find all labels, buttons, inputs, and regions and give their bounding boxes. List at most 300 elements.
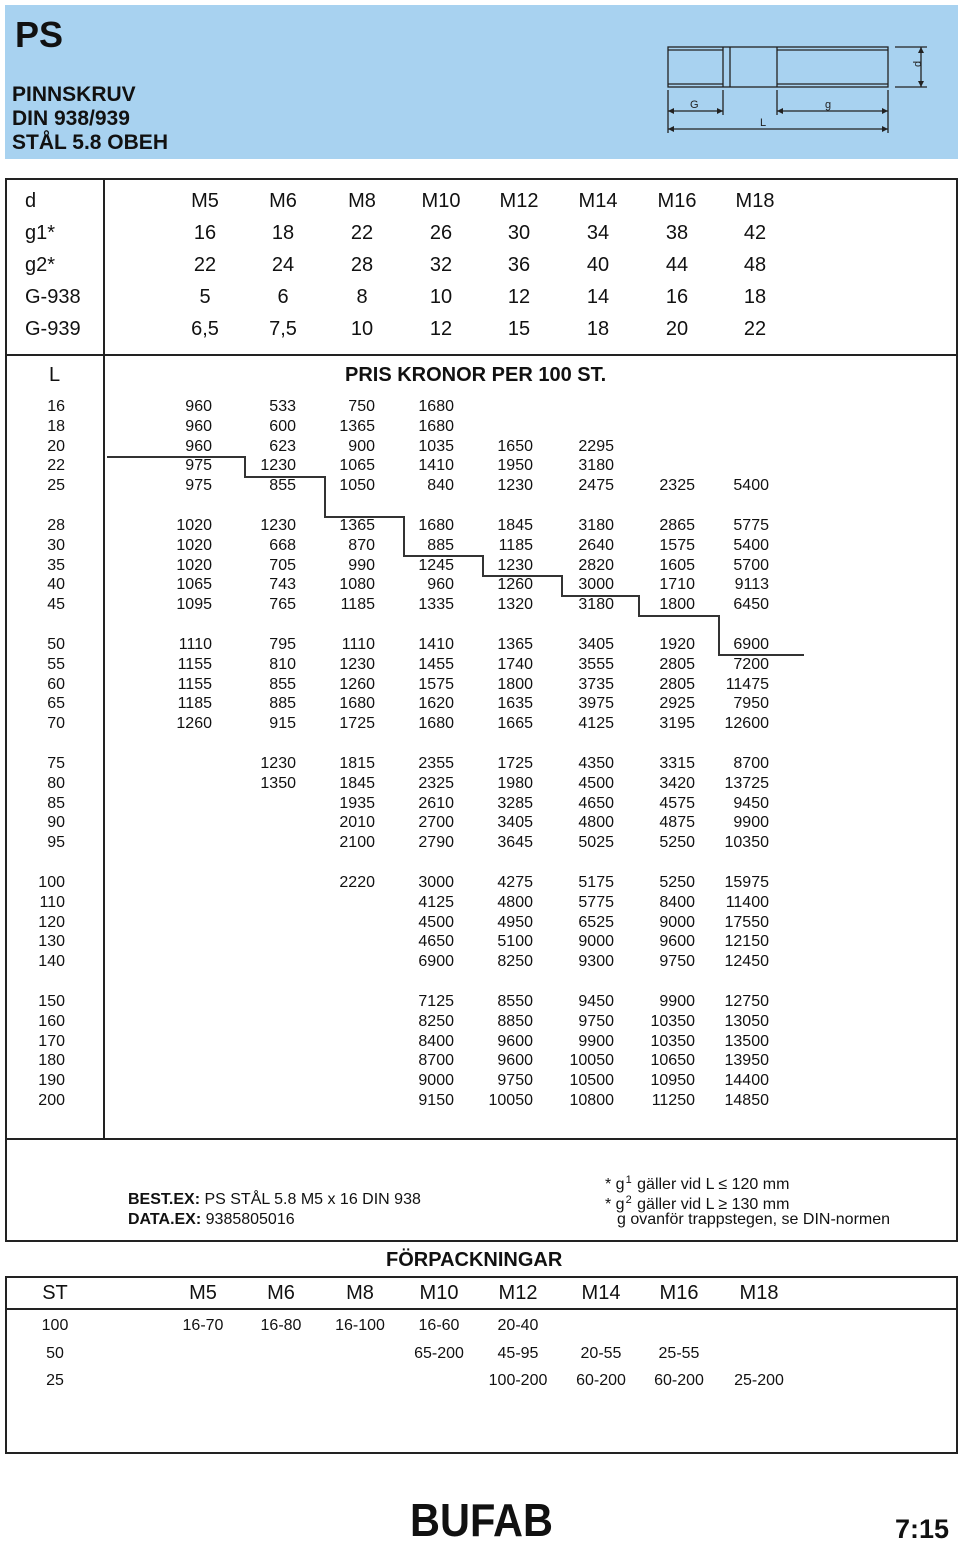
price-cell: 8550: [497, 993, 533, 1010]
price-cell: 1020: [176, 517, 212, 534]
diagram-label-L: L: [760, 117, 767, 129]
price-row: [7, 575, 956, 595]
price-cell: 9300: [578, 953, 614, 971]
price-cell: 9450: [578, 993, 614, 1010]
price-cell: 5250: [659, 874, 695, 891]
price-cell: 3405: [497, 814, 533, 832]
price-cell: 12150: [724, 933, 769, 951]
price-cell: 3180: [578, 596, 614, 614]
dimension-cell: M16: [657, 190, 697, 212]
price-row: [7, 714, 956, 734]
price-cell: 11475: [725, 675, 769, 693]
price-cell: 5775: [733, 517, 769, 534]
note-din: g ovanför trappstegen, se DIN-normen: [617, 1211, 891, 1228]
price-cell: 960: [185, 398, 212, 415]
price-cell: 17550: [724, 913, 769, 931]
price-cell: 14400: [724, 1072, 769, 1090]
price-row: [7, 456, 956, 476]
price-cell: 3180: [578, 517, 614, 534]
price-cell: 9113: [734, 576, 769, 594]
length-column-header: L: [49, 364, 61, 386]
price-cell: 1365: [497, 636, 533, 653]
packaging-cell: 60-200: [576, 1372, 626, 1389]
packaging-cell: 25: [46, 1372, 64, 1389]
price-table: [5, 354, 958, 1140]
price-cell: 1665: [497, 715, 533, 733]
price-row: [7, 952, 956, 972]
price-cell: 900: [348, 437, 375, 455]
price-cell: 3735: [578, 675, 614, 693]
price-cell: 9600: [659, 933, 695, 951]
length-cell: 180: [38, 1052, 65, 1070]
price-cell: 855: [269, 675, 296, 693]
price-row: [7, 694, 956, 714]
dimension-cell: M18: [735, 190, 775, 212]
length-cell: 16: [47, 398, 65, 415]
dimension-cell: 32: [429, 254, 453, 276]
price-cell: 13725: [724, 774, 769, 792]
dimension-cell: 16: [193, 222, 217, 244]
price-cell: 5100: [497, 933, 533, 951]
price-cell: 1155: [177, 655, 212, 673]
price-cell: 915: [269, 715, 296, 733]
length-cell: 30: [47, 536, 65, 554]
price-cell: 1725: [339, 715, 375, 733]
price-cell: 960: [427, 576, 454, 594]
length-cell: 70: [47, 715, 65, 733]
price-cell: 1350: [260, 774, 296, 792]
data-example: DATA.EX: 9385805016: [128, 1211, 295, 1228]
length-cell: 55: [47, 655, 65, 673]
dimension-cell: 28: [350, 254, 374, 276]
length-cell: 170: [38, 1032, 65, 1050]
price-cell: 1110: [341, 636, 375, 653]
price-cell: 15975: [724, 874, 769, 891]
dimension-row: [7, 217, 956, 249]
dimension-row: [7, 185, 956, 217]
price-cell: 6900: [418, 953, 454, 971]
price-row: [7, 516, 956, 536]
packaging-cell: 60-200: [654, 1372, 704, 1389]
price-cell: 2805: [659, 655, 695, 673]
price-row: [7, 774, 956, 794]
example-box: [5, 1138, 958, 1242]
price-cell: 8700: [418, 1052, 454, 1070]
price-cell: 10050: [488, 1092, 533, 1109]
price-cell: 885: [427, 536, 454, 554]
price-cell: 1575: [418, 675, 454, 693]
packaging-row: [7, 1314, 956, 1338]
price-cell: 750: [348, 398, 375, 415]
length-cell: 100: [38, 874, 65, 891]
price-cell: 1575: [659, 536, 695, 554]
price-cell: 12750: [724, 993, 769, 1010]
price-cell: 11400: [725, 893, 769, 911]
price-cell: 11250: [651, 1092, 695, 1109]
price-cell: 12450: [724, 953, 769, 971]
price-cell: 2325: [659, 477, 695, 495]
price-cell: 4125: [578, 715, 614, 733]
price-cell: 12600: [724, 715, 769, 733]
dimension-row: [7, 249, 956, 281]
price-row: [7, 556, 956, 576]
diagram-label-G: G: [690, 99, 699, 111]
price-cell: 1605: [659, 556, 695, 574]
price-cell: 1185: [177, 695, 212, 713]
dimension-label: d: [25, 190, 37, 212]
price-row: [7, 833, 956, 853]
note-g2: * $g^2$ gäller vid L ≥ 130 mm: [605, 1194, 790, 1213]
price-cell: 3180: [578, 457, 614, 475]
dimension-cell: 10: [350, 318, 374, 340]
dimension-cell: 12: [429, 318, 453, 340]
dimension-cell: 14: [586, 286, 610, 308]
length-cell: 140: [38, 953, 65, 971]
dimension-cell: 6: [277, 286, 289, 308]
packaging-cell: 25-200: [734, 1372, 784, 1389]
price-cell: 2640: [578, 536, 614, 554]
note-g1: * $g^1$ gäller vid L ≤ 120 mm: [605, 1174, 790, 1193]
length-cell: 80: [47, 774, 65, 792]
price-cell: 1410: [418, 636, 454, 653]
price-cell: 2805: [659, 675, 695, 693]
dimension-cell: 7,5: [269, 318, 297, 340]
price-row: [7, 595, 956, 615]
price-cell: 990: [348, 556, 375, 574]
price-cell: 10650: [650, 1052, 695, 1070]
header-banner: [5, 5, 958, 159]
length-cell: 160: [38, 1012, 65, 1030]
price-cell: 743: [269, 576, 296, 594]
price-cell: 13500: [724, 1032, 769, 1050]
price-cell: 975: [185, 457, 212, 475]
price-row: [7, 1032, 956, 1052]
packaging-cell: 16-80: [260, 1317, 302, 1334]
price-cell: 4125: [418, 893, 454, 911]
price-cell: 2325: [418, 774, 454, 792]
price-cell: 4650: [578, 794, 614, 812]
price-cell: 4275: [497, 874, 533, 891]
packaging-cell: 100-200: [488, 1372, 548, 1389]
packaging-cell: 50: [46, 1344, 64, 1362]
price-cell: 3405: [578, 636, 614, 653]
price-cell: 1710: [659, 576, 695, 594]
price-cell: 1035: [418, 437, 454, 455]
price-cell: 9900: [578, 1032, 614, 1050]
dimension-cell: 24: [271, 254, 295, 276]
diagram-label-d: d: [912, 60, 924, 67]
title-line-2: DIN 938/939: [12, 107, 130, 130]
length-cell: 65: [47, 695, 65, 713]
dimension-cell: M12: [499, 190, 539, 212]
price-row: [7, 1051, 956, 1071]
price-cell: 1230: [497, 477, 533, 495]
price-cell: 1185: [498, 536, 533, 554]
price-cell: 2865: [659, 517, 695, 534]
dimension-cell: 18: [743, 286, 767, 308]
diagram-label-g: g: [825, 99, 832, 111]
price-row: [7, 932, 956, 952]
price-cell: 4575: [659, 794, 695, 812]
price-cell: 1455: [418, 655, 454, 673]
price-cell: 2355: [418, 755, 454, 772]
price-row: [7, 913, 956, 933]
price-row: [7, 794, 956, 814]
price-cell: 705: [269, 556, 296, 574]
dimension-label: g1*: [25, 222, 56, 244]
price-cell: 1065: [339, 457, 375, 475]
price-cell: 6900: [733, 636, 769, 653]
price-cell: 2010: [339, 814, 375, 832]
price-cell: 10800: [569, 1092, 614, 1109]
price-cell: 9900: [659, 993, 695, 1010]
length-cell: 110: [39, 893, 65, 911]
price-cell: 1410: [418, 457, 454, 475]
price-cell: 7125: [418, 993, 454, 1010]
price-cell: 5025: [578, 834, 614, 852]
price-cell: 1020: [176, 536, 212, 554]
price-cell: 1725: [497, 755, 533, 772]
dimension-cell: 15: [507, 318, 531, 340]
price-cell: 2610: [418, 794, 454, 812]
packaging-header-cell: M16: [659, 1282, 699, 1304]
price-cell: 3420: [659, 774, 695, 792]
price-cell: 1815: [339, 755, 375, 772]
price-cell: 1635: [497, 695, 533, 713]
dimension-cell: 20: [665, 318, 689, 340]
price-cell: 1230: [260, 457, 296, 475]
price-cell: 3285: [497, 794, 533, 812]
price-cell: 885: [269, 695, 296, 713]
dimension-cell: 6,5: [191, 318, 219, 340]
price-cell: 4350: [578, 755, 614, 772]
price-cell: 6525: [578, 913, 614, 931]
product-code: PS: [15, 14, 64, 55]
packaging-header-cell: M12: [498, 1282, 538, 1304]
price-row: [7, 754, 956, 774]
dimension-cell: 5: [199, 286, 211, 308]
price-row: [7, 873, 956, 893]
price-cell: 1260: [497, 576, 533, 594]
price-cell: 4800: [578, 814, 614, 832]
dimension-cell: M8: [348, 190, 376, 212]
price-row: [7, 476, 956, 496]
price-cell: 1320: [497, 596, 533, 614]
price-cell: 8850: [497, 1012, 533, 1030]
packaging-cell: 16-70: [182, 1317, 224, 1334]
dimension-cell: M5: [191, 190, 219, 212]
price-cell: 5250: [659, 834, 695, 852]
dimension-cell: 38: [665, 222, 689, 244]
dimension-cell: 16: [665, 286, 689, 308]
price-cell: 1020: [176, 556, 212, 574]
price-cell: 1680: [418, 715, 454, 733]
price-cell: 3645: [497, 834, 533, 852]
price-cell: 7200: [733, 655, 769, 673]
price-cell: 2820: [578, 556, 614, 574]
price-cell: 4800: [497, 893, 533, 911]
price-cell: 5175: [578, 874, 614, 891]
price-cell: 1980: [497, 774, 533, 792]
dimension-cell: 22: [193, 254, 217, 276]
price-cell: 3975: [578, 695, 614, 713]
packaging-table: [5, 1276, 958, 1454]
svg-text:BUFAB: BUFAB: [410, 1496, 553, 1542]
header-divider: [7, 1308, 956, 1310]
length-cell: 190: [38, 1072, 65, 1090]
price-cell: 1950: [497, 457, 533, 475]
price-cell: 1245: [418, 556, 454, 574]
packaging-cell: 45-95: [497, 1344, 539, 1362]
price-cell: 623: [269, 437, 296, 455]
dimension-cell: M10: [421, 190, 461, 212]
price-cell: 4950: [497, 913, 533, 931]
price-cell: 2475: [578, 477, 614, 495]
dimensions-table: [5, 178, 958, 356]
price-cell: 795: [269, 636, 296, 653]
price-cell: 8400: [418, 1032, 454, 1050]
price-cell: 840: [427, 477, 454, 495]
price-cell: 1680: [418, 398, 454, 415]
price-cell: 1365: [339, 517, 375, 534]
price-cell: 8250: [418, 1012, 454, 1030]
price-cell: 810: [269, 655, 296, 673]
price-cell: 5700: [733, 556, 769, 574]
dimension-label: g2*: [25, 254, 56, 276]
length-cell: 120: [38, 913, 65, 931]
price-cell: 2925: [659, 695, 695, 713]
length-cell: 45: [47, 596, 65, 614]
price-cell: 10350: [650, 1032, 695, 1050]
price-cell: 1095: [176, 596, 212, 614]
price-cell: 9750: [497, 1072, 533, 1090]
price-row: [7, 397, 956, 417]
price-cell: 9150: [418, 1092, 454, 1109]
price-row: [7, 1012, 956, 1032]
price-row: [7, 536, 956, 556]
price-row: [7, 813, 956, 833]
price-cell: 2220: [339, 874, 375, 891]
price-cell: 1050: [339, 477, 375, 495]
price-cell: 5775: [578, 893, 614, 911]
price-cell: 1680: [418, 517, 454, 534]
order-example: BEST.EX: PS STÅL 5.8 M5 x 16 DIN 938: [128, 1191, 421, 1208]
price-cell: 10950: [650, 1072, 695, 1090]
price-cell: 533: [269, 398, 296, 415]
packaging-cell: 16-60: [418, 1317, 460, 1334]
dimension-cell: 18: [271, 222, 295, 244]
price-cell: 2790: [418, 834, 454, 852]
price-cell: 4500: [418, 913, 454, 931]
price-cell: 1800: [497, 675, 533, 693]
price-cell: 855: [269, 477, 296, 495]
price-cell: 1680: [339, 695, 375, 713]
dimension-cell: 12: [507, 286, 531, 308]
price-cell: 2295: [578, 437, 614, 455]
price-row: [7, 1071, 956, 1091]
title-line-3: STÅL 5.8 OBEH: [12, 131, 168, 154]
price-cell: 960: [185, 437, 212, 455]
price-cell: 1620: [418, 695, 454, 713]
length-cell: 20: [47, 437, 65, 455]
price-row: [7, 655, 956, 675]
price-cell: 765: [269, 596, 296, 614]
price-cell: 1260: [176, 715, 212, 733]
price-cell: 9000: [578, 933, 614, 951]
packaging-cell: 65-200: [414, 1344, 464, 1362]
dimension-cell: 34: [586, 222, 610, 244]
dimension-cell: 22: [350, 222, 374, 244]
length-cell: 40: [47, 576, 65, 594]
price-cell: 8250: [497, 953, 533, 971]
price-cell: 6450: [733, 596, 769, 614]
price-cell: 1260: [339, 675, 375, 693]
price-cell: 1365: [339, 417, 375, 435]
dimension-label: G-939: [25, 318, 81, 340]
price-table-title: PRIS KRONOR PER 100 ST.: [345, 364, 607, 386]
price-cell: 600: [269, 417, 296, 435]
price-row: [7, 675, 956, 695]
packaging-header-cell: M5: [189, 1282, 217, 1304]
price-cell: 1080: [339, 576, 375, 594]
price-row: [7, 635, 956, 655]
stud-bolt-diagram: [655, 35, 935, 135]
packaging-row: [7, 1342, 956, 1366]
dimension-cell: 26: [429, 222, 453, 244]
price-row: [7, 992, 956, 1012]
price-cell: 960: [185, 417, 212, 435]
packaging-header-cell: M18: [739, 1282, 779, 1304]
price-cell: 975: [185, 477, 212, 495]
price-cell: 5400: [733, 477, 769, 495]
dimension-cell: 8: [356, 286, 368, 308]
packaging-cell: 100: [41, 1317, 69, 1334]
price-cell: 9750: [578, 1012, 614, 1030]
price-cell: 1920: [659, 636, 695, 653]
dimension-cell: 30: [507, 222, 531, 244]
price-row: [7, 893, 956, 913]
price-cell: 870: [348, 536, 375, 554]
length-cell: 75: [47, 755, 65, 772]
price-cell: 1185: [340, 596, 375, 614]
packaging-title: FÖRPACKNINGAR: [386, 1249, 563, 1271]
dimension-row: [7, 281, 956, 313]
length-cell: 28: [47, 517, 65, 534]
packaging-cell: 20-55: [580, 1344, 622, 1362]
price-row: [7, 437, 956, 457]
dimension-cell: 18: [586, 318, 610, 340]
price-cell: 4875: [659, 814, 695, 832]
price-cell: 1110: [178, 636, 212, 653]
title-line-1: PINNSKRUV: [12, 83, 136, 106]
price-cell: 1650: [497, 437, 533, 455]
dimension-cell: 44: [665, 254, 689, 276]
length-cell: 50: [47, 636, 65, 653]
length-cell: 35: [47, 556, 65, 574]
price-cell: 1335: [418, 596, 454, 614]
price-cell: 1845: [497, 517, 533, 534]
price-cell: 3195: [659, 715, 695, 733]
price-cell: 1935: [339, 794, 375, 812]
dimension-cell: 22: [743, 318, 767, 340]
length-cell: 25: [47, 477, 65, 495]
price-cell: 1230: [260, 755, 296, 772]
price-cell: 3000: [578, 576, 614, 594]
packaging-header-cell: ST: [42, 1282, 68, 1304]
bufab-logo: [410, 1496, 555, 1542]
price-cell: 9600: [497, 1052, 533, 1070]
length-cell: 200: [38, 1092, 65, 1109]
